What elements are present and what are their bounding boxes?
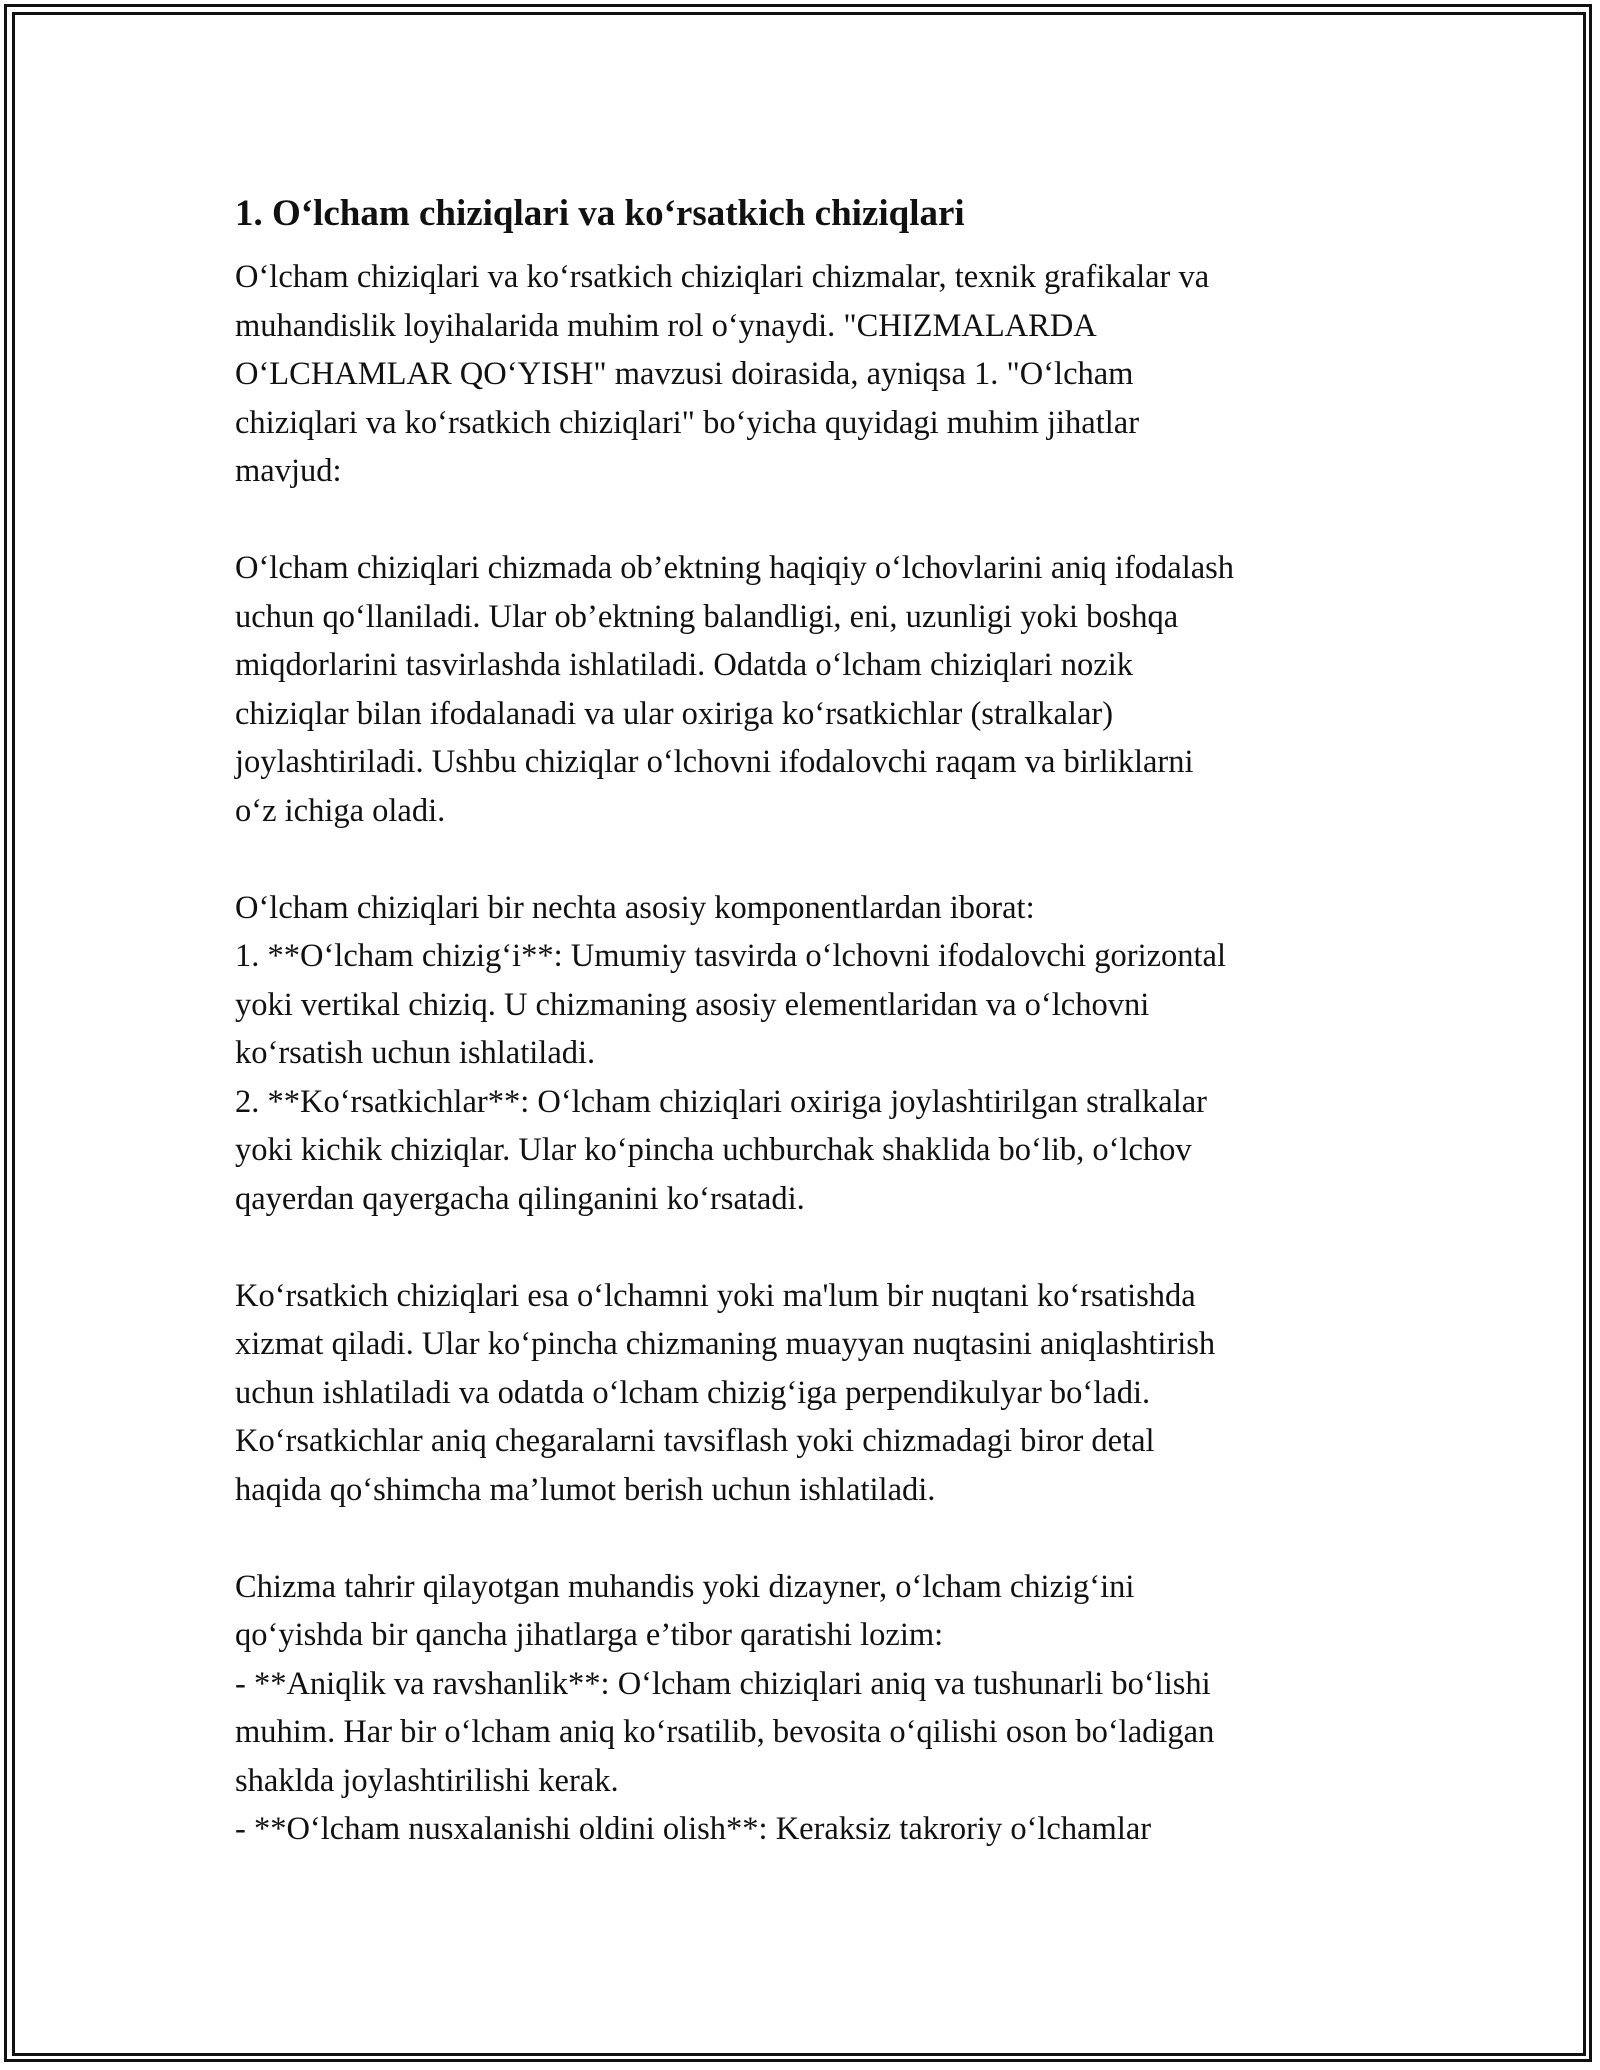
text-line: ko‘rsatish uchun ishlatiladi. bbox=[235, 1035, 596, 1071]
text-line: - **O‘lcham nusxalanishi oldini olish**: Keraksiz takroriy o‘lchamlar bbox=[235, 1811, 1152, 1847]
text-line: Ko‘rsatkich chiziqlari esa o‘lchamni yoki ma'lum bir nuqtani ko‘rsatishda bbox=[235, 1277, 1196, 1314]
text-line: uchun ishlatiladi va odatda o‘lcham chizig‘iga perpendikulyar bo‘ladi. bbox=[235, 1374, 1151, 1411]
text-line: yoki kichik chiziqlar. Ular ko‘pincha uchburchak shaklida bo‘lib, o‘lchov bbox=[235, 1132, 1192, 1168]
text-line: - **Aniqlik va ravshanlik**: O‘lcham chiziqlari aniq va tushunarli bo‘lishi bbox=[235, 1665, 1211, 1702]
paragraph-spacer bbox=[235, 496, 1395, 545]
text-line: chiziqlar bilan ifodalanadi va ular oxiriga ko‘rsatkichlar (stralkalar) bbox=[235, 695, 1114, 732]
paragraph-spacer bbox=[235, 835, 1395, 884]
text-line: shaklda joylashtirilishi kerak. bbox=[235, 1762, 619, 1799]
document-body bbox=[235, 185, 1395, 1854]
text-line: mavjud: bbox=[235, 453, 342, 489]
text-line: 1. **O‘lcham chizig‘i**: Umumiy tasvirda o‘lchovni ifodalovchi gorizontal bbox=[235, 938, 1227, 974]
text-line: miqdorlarini tasvirlashda ishlatiladi. Odatda o‘lcham chiziqlari nozik bbox=[235, 647, 1134, 683]
text-line: muhim. Har bir o‘lcham aniq ko‘rsatilib, bevosita o‘qilishi oson bo‘ladigan bbox=[235, 1714, 1215, 1750]
text-line: haqida qo‘shimcha ma’lumot berish uchun ishlatiladi. bbox=[235, 1471, 936, 1508]
text-line: muhandislik loyihalarida muhim rol o‘ynaydi. "CHIZMALARDA bbox=[235, 307, 1097, 344]
paragraph-spacer bbox=[235, 1223, 1395, 1272]
text-line: qo‘yishda bir qancha jihatlarga e’tibor qaratishi lozim: bbox=[235, 1617, 944, 1653]
text-line: o‘z ichiga oladi. bbox=[235, 792, 446, 829]
paragraph-block bbox=[235, 253, 1395, 1854]
text-line: uchun qo‘llaniladi. Ular ob’ektning balandligi, eni, uzunligi yoki boshqa bbox=[235, 598, 1179, 635]
text-line: chiziqlari va ko‘rsatkich chiziqlari" bo‘yicha quyidagi muhim jihatlar bbox=[235, 404, 1140, 441]
text-line: O‘lcham chiziqlari bir nechta asosiy komponentlardan iborat: bbox=[235, 889, 1035, 926]
text-line: Ko‘rsatkichlar aniq chegaralarni tavsiflash yoki chizmadagi biror detal bbox=[235, 1423, 1155, 1459]
text-line: joylashtiriladi. Ushbu chiziqlar o‘lchovni ifodalovchi raqam va birliklarni bbox=[235, 744, 1194, 780]
text-line: Chizma tahrir qilayotgan muhandis yoki dizayner, o‘lcham chizig‘ini bbox=[235, 1568, 1135, 1605]
text-line: O‘lcham chiziqlari chizmada ob’ektning haqiqiy o‘lchovlarini aniq ifodalash bbox=[235, 550, 1235, 586]
text-line: xizmat qiladi. Ular ko‘pincha chizmaning muayyan nuqtasini aniqlashtirish bbox=[235, 1326, 1216, 1362]
paragraph-spacer bbox=[235, 1514, 1395, 1563]
text-line: yoki vertikal chiziq. U chizmaning asosiy elementlaridan va o‘lchovni bbox=[235, 986, 1150, 1023]
text-line: qayerdan qayergacha qilinganini ko‘rsatadi. bbox=[235, 1180, 805, 1217]
text-line: O‘LCHAMLAR QO‘YISH" mavzusi doirasida, ayniqsa 1. "O‘lcham bbox=[235, 356, 1134, 392]
section-heading: 1. O‘lcham chiziqlari va ko‘rsatkich chiziqlari bbox=[235, 193, 965, 234]
text-line: O‘lcham chiziqlari va ko‘rsatkich chiziqlari chizmalar, texnik grafikalar va bbox=[235, 259, 1210, 295]
text-line: 2. **Ko‘rsatkichlar**: O‘lcham chiziqlari oxiriga joylashtirilgan stralkalar bbox=[235, 1083, 1207, 1120]
